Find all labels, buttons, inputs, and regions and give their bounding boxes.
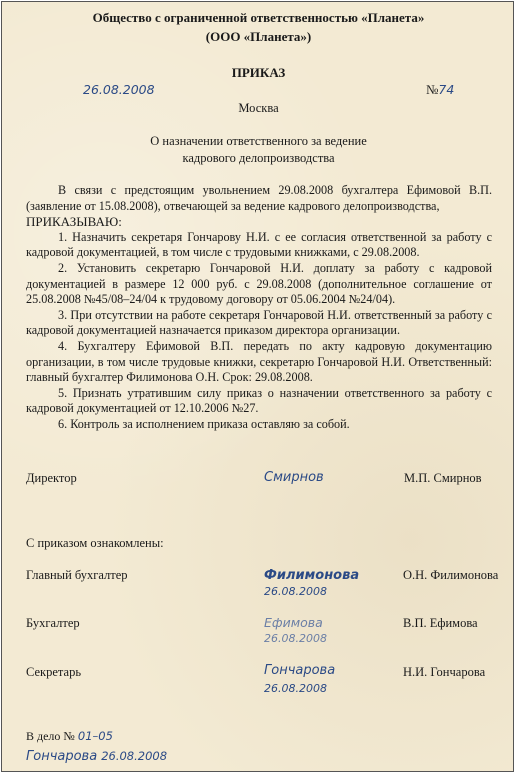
secretary-signature: Гончарова [264,663,336,678]
director-role: Директор [26,471,77,485]
document-page [1,1,514,772]
order-date: 26.08.2008 [83,82,155,97]
order-subject-line-2: кадрового делопроизводства [182,151,335,165]
filing-date: 26.08.2008 [101,749,168,763]
acquainted-heading: С приказом ознакомлены: [26,536,164,550]
number-sign: № [426,82,439,97]
filing-line [26,729,113,744]
filing-signature-line [26,747,167,765]
city: Москва [238,101,279,115]
order-item-4: 4. Бухгалтеру Ефимовой В.П. передать по акту кадровую документацию организации, в том числе трудовые книжки, секретарю Гончаровой Н.И. Ответственный: главный бухгалтер Филимонова О.Н. Срок: 29.08.2008. [26,338,492,385]
accountant-name: В.П. Ефимова [403,616,478,630]
document-title: ПРИКАЗ [231,65,286,80]
order-word: ПРИКАЗЫВАЮ: [26,214,122,230]
accountant-date: 26.08.2008 [264,632,327,645]
organization-short-name: (ООО «Планета») [205,29,312,44]
filing-signature: Гончарова [26,749,98,764]
secretary-date: 26.08.2008 [264,682,327,695]
order-subject-line-1: О назначении ответственного за ведение [150,134,367,148]
director-name: М.П. Смирнов [404,471,482,485]
chief-accountant-signature: Филимонова [264,568,360,583]
filing-label: В дело № [26,729,75,743]
order-body [26,183,492,433]
filing-case-number: 01–05 [77,729,113,743]
order-item-6: 6. Контроль за исполнением приказа оставляю за собой. [58,416,350,431]
chief-accountant-name: О.Н. Филимонова [403,568,499,582]
secretary-role: Секретарь [26,665,82,679]
order-item-1: 1. Назначить секретаря Гончарову Н.И. с ее согласия ответственной за работу с кадровой документацией, в том числе с трудовыми книжками, с 29.08.2008. [26,229,492,260]
accountant-signature: Ефимова [264,615,323,630]
order-number-value: 74 [438,82,455,97]
secretary-name: Н.И. Гончарова [403,665,486,679]
order-item-3: 3. При отсутствии на работе секретаря Гончаровой Н.И. ответственный за работу с кадровой документацией назначается приказом директора организации. [26,307,492,338]
organization-full-name: Общество с ограниченной ответственностью «Планета» [92,10,425,25]
director-signature: Смирнов [264,470,324,485]
chief-accountant-date: 26.08.2008 [264,585,327,598]
accountant-role: Бухгалтер [26,616,80,630]
order-item-5: 5. Признать утратившим силу приказ о назначении ответственного за работу с кадровой документацией от 12.10.2006 №27. [26,385,492,416]
order-number [426,82,454,98]
order-item-2: 2. Установить секретарю Гончаровой Н.И. доплату за работу с кадровой документацией в размере 12 000 руб. с 29.08.2008 (дополнительное соглашение от 25.08.2008 №45/08–24/04 к трудовому договору от 05.06.2004 №24/04). [26,260,492,307]
intro-paragraph: В связи с предстоящим увольнением 29.08.2008 бухгалтера Ефимовой В.П. (заявление от 15.08.2008), отвечающей за ведение кадрового делопроизводства, [26,183,492,213]
chief-accountant-role: Главный бухгалтер [26,568,128,582]
